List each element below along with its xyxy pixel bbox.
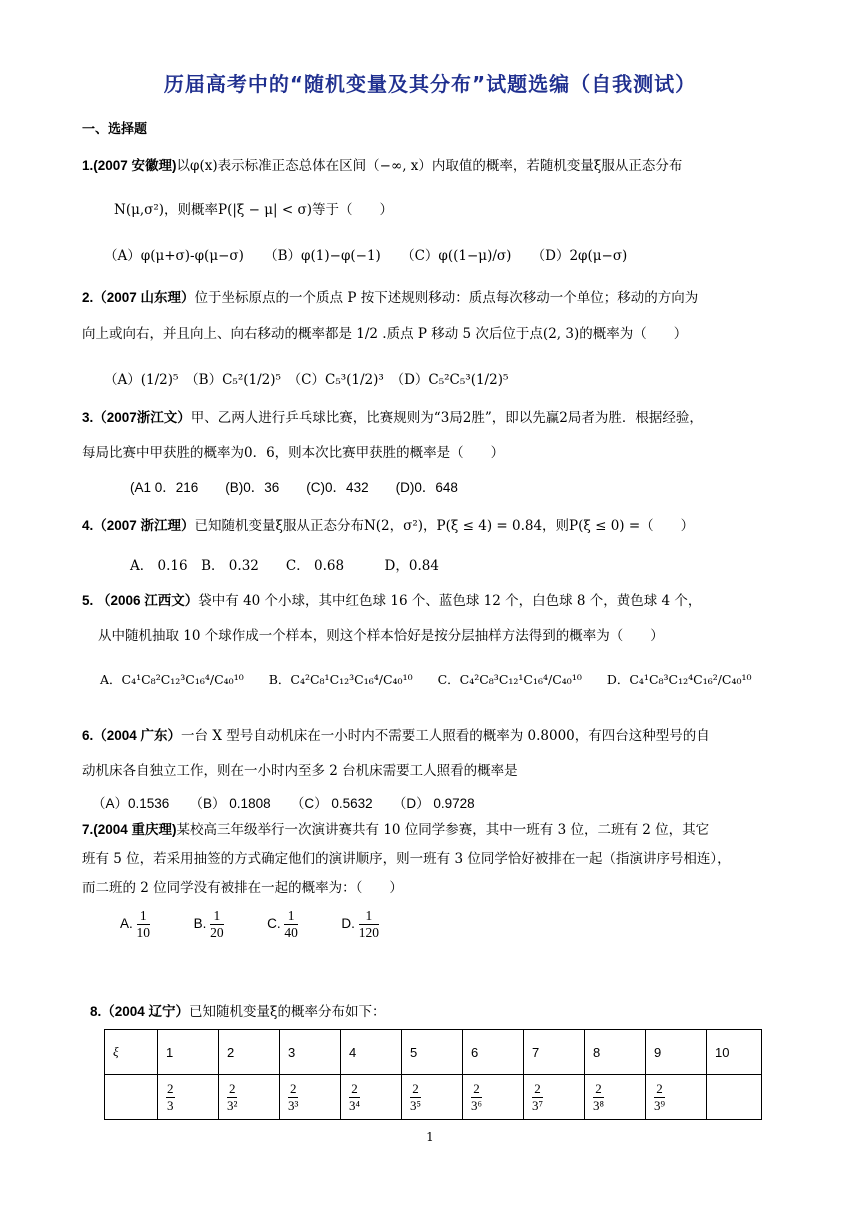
question-2-line2: 向上或向右，并且向上、向右移动的概率都是 1/2 .质点 P 移动 5 次后位于点(2, 3)的概率为（ ） bbox=[82, 326, 688, 342]
table-cell: $\frac{2}{\text{3⁶}}$ bbox=[463, 1075, 524, 1120]
question-5-source: 5. （2006 江西文） bbox=[82, 593, 199, 608]
option-b-label: B. bbox=[193, 916, 207, 932]
question-3-options: (A1 0．216 (B)0．36 (C)0．432 (D)0．648 bbox=[130, 480, 458, 495]
table-cell: 8 bbox=[585, 1030, 646, 1075]
option-b-fraction: $\frac{1}{20}$ bbox=[210, 908, 224, 940]
table-cell: 6 bbox=[463, 1030, 524, 1075]
question-7-text: 某校高三年级举行一次演讲赛共有 10 位同学参赛，其中一班有 3 位，二班有 2 位，其它 bbox=[176, 822, 710, 838]
table-cell: $\frac{2}{\text{3²}}$ bbox=[219, 1075, 280, 1120]
table-cell: 1 bbox=[158, 1030, 219, 1075]
question-1-text: 以φ(x)表示标准正态总体在区间（−∞, x）内取值的概率，若随机变量ξ服从正态分布 bbox=[176, 158, 683, 174]
table-cell: 2 bbox=[219, 1030, 280, 1075]
table-row bbox=[105, 1030, 762, 1075]
distribution-table bbox=[104, 1029, 762, 1120]
page-number: 1 bbox=[426, 1130, 434, 1144]
table-cell: $\frac{2}{\text{3⁵}}$ bbox=[402, 1075, 463, 1120]
question-6-options: （A）0.1536 （B） 0.1808 （C） 0.5632 （D） 0.9728 bbox=[92, 796, 475, 811]
question-7-line3: 而二班的 2 位同学没有被排在一起的概率为：（ ） bbox=[82, 880, 403, 896]
question-1-options: （A）φ(μ+σ)-φ(μ−σ) （B）φ(1)−φ(−1) （C）φ((1−μ)/σ) （D）2φ(μ−σ) bbox=[104, 248, 628, 264]
option-a-label: A. bbox=[120, 916, 133, 932]
question-6-text: 一台 X 型号自动机床在一小时内不需要工人照看的概率为 0.8000，有四台这种型号的自 bbox=[181, 728, 710, 744]
question-3-source: 3.（2007浙江文） bbox=[82, 410, 191, 425]
table-cell: 7 bbox=[524, 1030, 585, 1075]
question-4-source: 4.（2007 浙江理） bbox=[82, 518, 195, 533]
question-4-text: 已知随机变量ξ服从正态分布N(2，σ²)，P(ξ ≤ 4) = 0.84，则P(ξ ≤ 0) =（ ） bbox=[194, 518, 695, 534]
table-cell: 5 bbox=[402, 1030, 463, 1075]
question-7-line2: 班有 5 位，若采用抽签的方式确定他们的演讲顺序，则一班有 3 位同学恰好被排在一起（指演讲序号相连）， bbox=[82, 851, 731, 867]
option-a-fraction: $\frac{1}{10}$ bbox=[136, 908, 151, 940]
page-title: 历届高考中的“随机变量及其分布”试题选编（自我测试） bbox=[163, 72, 697, 96]
table-cell: $\frac{2}{\text{3⁴}}$ bbox=[341, 1075, 402, 1120]
question-7-options bbox=[120, 908, 379, 941]
question-8-text: 已知随机变量ξ的概率分布如下： bbox=[189, 1004, 386, 1020]
question-3-line2: 每局比赛中甲获胜的概率为0．6，则本次比赛甲获胜的概率是（ ） bbox=[82, 445, 505, 461]
question-1-line2: N(μ,σ²)，则概率P(|ξ − μ| < σ)等于（ ） bbox=[114, 202, 393, 218]
table-cell: 4 bbox=[341, 1030, 402, 1075]
option-d-label: D. bbox=[341, 916, 355, 932]
table-cell: $\frac{2}{3}$ bbox=[158, 1075, 219, 1120]
table-cell: 10 bbox=[707, 1030, 762, 1075]
table-cell: $\frac{2}{\text{3³}}$ bbox=[280, 1075, 341, 1120]
question-2-text: 位于坐标原点的一个质点 P 按下述规则移动：质点每次移动一个单位；移动的方向为 bbox=[194, 290, 699, 306]
question-5-options: A．C₄¹C₈²C₁₂³C₁₆⁴/C₄₀¹⁰ B．C₄²C₈¹C₁₂³C₁₆⁴/C₄₀¹⁰ C．C₄²C₈³C₁₂¹C₁₆⁴/C₄₀¹⁰ D．C₄¹C₈³C₁₂⁴C₁₆²/C₄₀¹⁰ bbox=[100, 672, 752, 687]
table-cell: ξ bbox=[105, 1030, 158, 1075]
question-3 bbox=[82, 406, 703, 426]
question-8-source: 8.（2004 辽宁） bbox=[90, 1004, 190, 1019]
question-4-options: A． 0.16 B． 0.32 C． 0.68 D，0.84 bbox=[130, 558, 439, 574]
question-7 bbox=[82, 818, 709, 838]
table-row bbox=[105, 1075, 762, 1120]
question-2-source: 2.（2007 山东理） bbox=[82, 290, 195, 305]
question-6 bbox=[82, 724, 710, 744]
question-3-text: 甲、乙两人进行乒乓球比赛，比赛规则为“3局2胜”，即以先赢2局者为胜．根据经验， bbox=[190, 410, 703, 426]
question-1 bbox=[82, 154, 682, 174]
question-2-options: （A）(1/2)⁵ （B）C₅²(1/2)⁵ （C）C₅³(1/2)³ （D）C₅²C₅³(1/2)⁵ bbox=[104, 372, 509, 388]
option-c-fraction: $\frac{1}{40}$ bbox=[284, 908, 298, 940]
table-cell: 3 bbox=[280, 1030, 341, 1075]
table-cell: $\frac{2}{\text{3⁸}}$ bbox=[585, 1075, 646, 1120]
question-4 bbox=[82, 514, 694, 534]
question-6-source: 6.（2004 广东） bbox=[82, 728, 182, 743]
option-d-fraction: $\frac{1}{120}$ bbox=[358, 908, 379, 940]
question-6-line2: 动机床各自独立工作，则在一小时内至多 2 台机床需要工人照看的概率是 bbox=[82, 763, 518, 779]
question-2 bbox=[82, 286, 698, 306]
table-cell bbox=[105, 1075, 158, 1120]
table-cell: $\frac{2}{\text{3⁹}}$ bbox=[646, 1075, 707, 1120]
question-8 bbox=[90, 1000, 385, 1020]
question-5-line2: 从中随机抽取 10 个球作成一个样本，则这个样本恰好是按分层抽样方法得到的概率为（ ） bbox=[98, 628, 664, 644]
question-7-source: 7.(2004 重庆理) bbox=[82, 822, 177, 837]
question-1-source: 1.(2007 安徽理) bbox=[82, 158, 177, 173]
table-cell: $\frac{2}{\text{3⁷}}$ bbox=[524, 1075, 585, 1120]
table-cell bbox=[707, 1075, 762, 1120]
option-c-label: C. bbox=[267, 916, 281, 932]
section-heading: 一、选择题 bbox=[82, 122, 148, 137]
question-5 bbox=[82, 589, 701, 609]
table-cell: 9 bbox=[646, 1030, 707, 1075]
question-5-text: 袋中有 40 个小球，其中红色球 16 个、蓝色球 12 个，白色球 8 个，黄色球 4 个， bbox=[198, 593, 702, 609]
